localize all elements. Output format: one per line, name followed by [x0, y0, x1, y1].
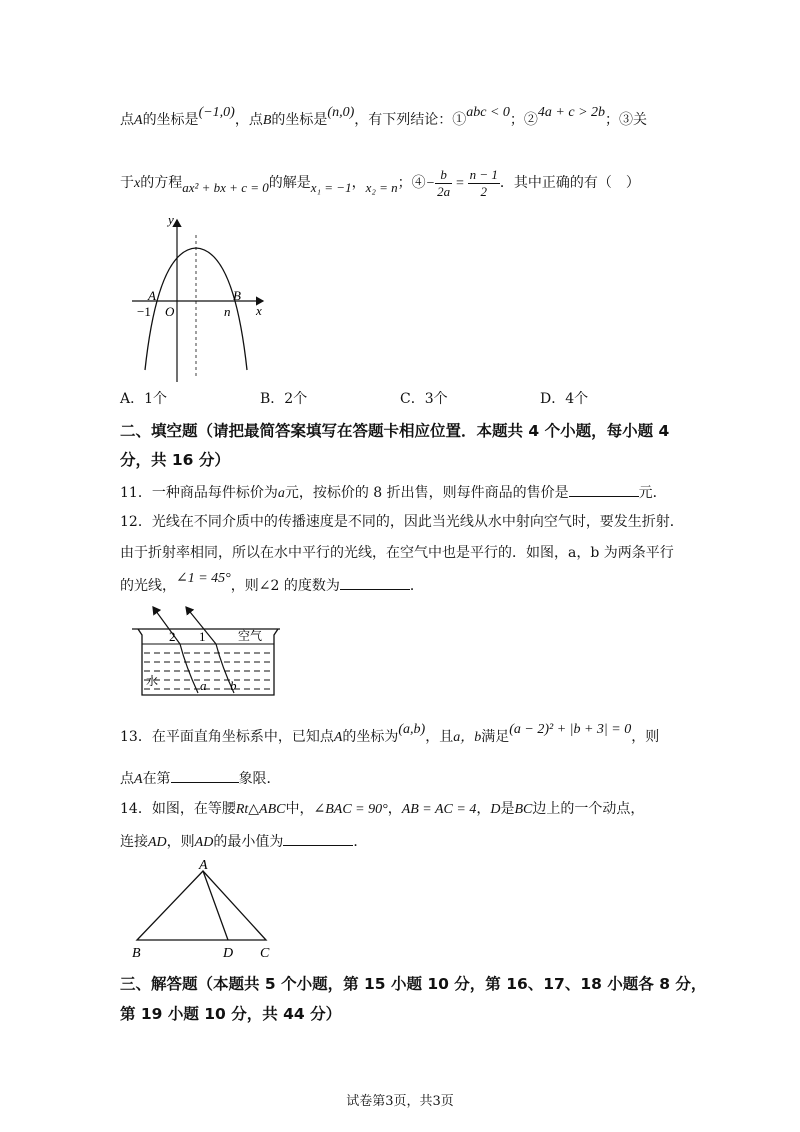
segment-label: BC [514, 802, 533, 817]
angle-bac: ∠BAC = 90° [313, 802, 388, 817]
q12-line-2: 由于折射率相同，所以在水中平行的光线，在空气中也是平行的．如图，a，b 为两条平行 [120, 545, 674, 561]
text: 中， [285, 801, 314, 817]
point-label: D [490, 802, 501, 817]
text: 的坐标为 [342, 729, 399, 745]
text: 于 [120, 175, 134, 191]
water-lines [144, 653, 272, 689]
variables: a，b [453, 730, 482, 745]
parabola-graph [128, 210, 273, 385]
section-2-heading: 二、填空题（请把最简答案填写在答题卡相应位置．本题共 4 个小题，每小题 4 [120, 422, 670, 440]
q14-line-2 [120, 831, 367, 853]
point-a-label: A [148, 288, 156, 303]
text: ；③关 [605, 112, 648, 128]
coordinate: (a,b) [398, 722, 426, 737]
answer-blank [340, 575, 410, 590]
answer-blank [569, 482, 639, 497]
point-b-label: B [233, 288, 241, 303]
point-label: A [134, 772, 143, 787]
x-axis-label: x [256, 303, 262, 318]
q11 [120, 482, 667, 504]
text: ，点 [234, 112, 263, 128]
answer-blank [171, 768, 239, 783]
equals-sign: = [455, 176, 465, 191]
variable: x [134, 176, 141, 191]
text: 象限． [238, 771, 281, 787]
origin-label: O [165, 304, 175, 319]
segment-ad [203, 871, 228, 940]
answer-blank [283, 831, 353, 846]
text: 点 [120, 771, 134, 787]
q14-line-1 [120, 799, 644, 820]
text: ，则 [166, 834, 195, 850]
q13-line-2 [120, 768, 281, 790]
angle-1-label: 1 [199, 629, 206, 644]
ray-a-label: a [200, 678, 207, 693]
option-c: C．3个 [400, 391, 448, 407]
text: ， [387, 801, 402, 817]
text: ；④ [397, 175, 426, 191]
q12-line-3 [120, 571, 424, 597]
point-d-label: D [223, 946, 234, 961]
text: ． [353, 834, 368, 850]
tick-minus-one: −1 [137, 304, 151, 319]
text: 元． [638, 485, 667, 501]
equation: ax² + bx + c = 0 [182, 180, 269, 195]
conclusion-1: abc < 0 [466, 105, 510, 120]
q10-line-1 [120, 105, 648, 131]
numerator: n − 1 [469, 166, 498, 182]
text: ， [476, 801, 491, 817]
text: 满足 [481, 729, 510, 745]
text: 的坐标是 [271, 112, 328, 128]
text: ，且 [425, 729, 454, 745]
q10-line-2 [120, 165, 640, 202]
text: 元，按标价的 8 折出售，则每件商品的售价是 [284, 485, 569, 501]
vertex-a-label: A [199, 858, 208, 873]
text: 连接 [120, 834, 148, 850]
condition: (a − 2)² + |b + 3| = 0 [509, 722, 632, 737]
denominator: 2a [437, 183, 451, 199]
text: 在第 [142, 771, 171, 787]
fraction-n-minus-1-over-2 [468, 167, 500, 200]
point-label: B [262, 113, 272, 128]
angle-2-label: 2 [169, 629, 176, 644]
tick-n: n [224, 304, 231, 319]
point-label: A [333, 730, 343, 745]
section-2-heading-cont: 分，共 16 分） [120, 451, 230, 469]
point-label: A [134, 113, 143, 128]
option-a: A．1个 [120, 391, 168, 407]
text: ， [351, 175, 366, 191]
triangle-figure [128, 858, 283, 963]
text: 的坐标是 [142, 112, 199, 128]
option-b: B．2个 [260, 391, 308, 407]
root-2: x₂ = n [365, 180, 398, 195]
angle-1: ∠1 = 45° [176, 571, 231, 586]
page-footer: 试卷第3页，共3页 [346, 1094, 454, 1109]
text: ，有下列结论：① [354, 112, 467, 128]
text: 边上的一个动点， [532, 801, 645, 817]
denominator: 2 [480, 183, 487, 199]
text: 是 [500, 801, 515, 817]
text: ，则 [631, 729, 660, 745]
section-3-heading-cont: 第 19 小题 10 分，共 44 分） [120, 1005, 342, 1023]
conclusion-2: 4a + c > 2b [537, 105, 606, 120]
triangle-abc [137, 871, 266, 940]
triangle-label: Rt△ABC [235, 802, 286, 817]
water-label: 水 [146, 674, 159, 688]
side-lengths: AB = AC = 4 [401, 802, 477, 817]
text: 的最小值为 [213, 834, 284, 850]
air-label: 空气 [238, 629, 263, 643]
minus-sign: − [425, 176, 436, 191]
text: 点 [120, 112, 134, 128]
ray-b-label: b [230, 678, 237, 693]
vertex-c-label: C [260, 946, 270, 961]
q13-line-1 [120, 722, 660, 748]
text: 11．一种商品每件标价为 [120, 485, 278, 501]
text: ；② [509, 112, 538, 128]
option-d: D．4个 [540, 391, 589, 407]
section-3-heading: 三、解答题（本题共 5 个小题，第 15 小题 10 分，第 16、17、18 小题各 8 分， [120, 975, 707, 993]
text: 的方程 [140, 175, 183, 191]
vertex-b-label: B [132, 946, 141, 961]
text: ，则∠2 的度数为 [230, 578, 340, 594]
numerator: b [435, 167, 452, 184]
root-1: x₁ = −1 [310, 180, 352, 195]
coordinate-b: (n,0) [327, 105, 355, 120]
variable: a [277, 486, 285, 501]
fraction-b-2a [435, 167, 452, 200]
text: 的光线， [120, 578, 176, 594]
coordinate-a: (−1,0) [198, 105, 235, 120]
q12-line-1: 12．光线在不同介质中的传播速度是不同的，因此当光线从水中射向空气时，要发生折射． [120, 514, 684, 530]
text: ．其中正确的有（ ） [499, 175, 640, 191]
y-axis-label: y [168, 212, 174, 227]
text: 13．在平面直角坐标系中，已知点 [120, 729, 334, 745]
text: ． [409, 578, 424, 594]
text: 的解是 [268, 175, 311, 191]
segment-label: AD [194, 835, 214, 850]
refraction-figure [128, 605, 288, 700]
segment-label: AD [148, 835, 167, 850]
text: 14．如图，在等腰 [120, 801, 236, 817]
